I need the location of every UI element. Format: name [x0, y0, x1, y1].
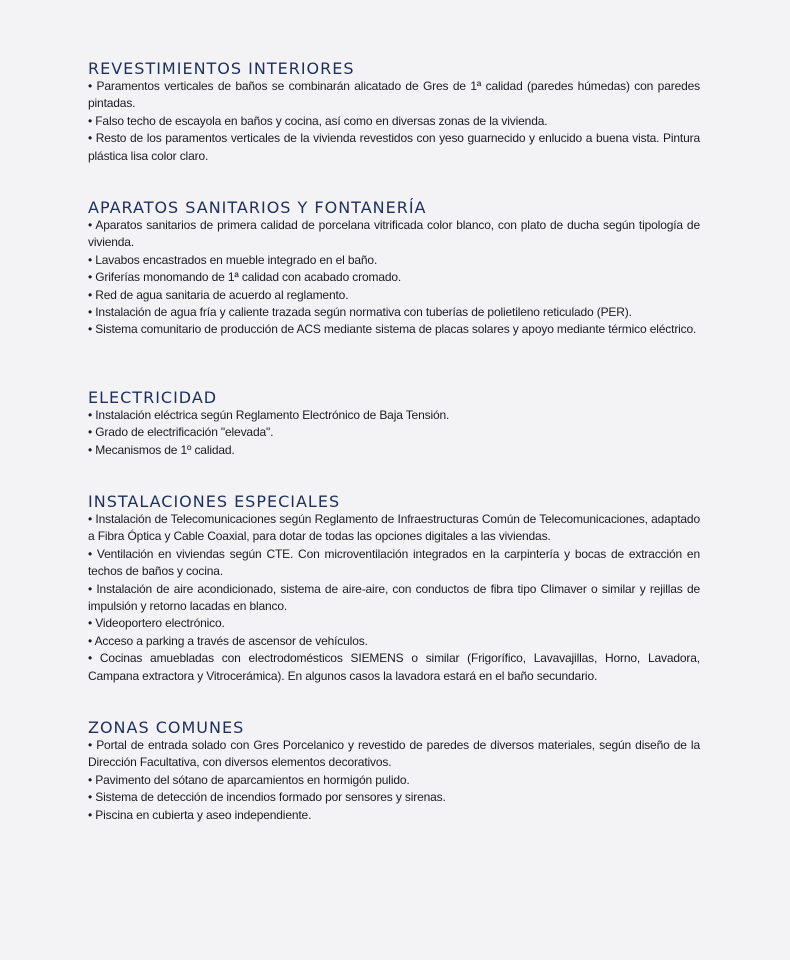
section-aparatos-sanitarios: [88, 199, 700, 339]
section-electricidad: [88, 389, 700, 459]
section-title: INSTALACIONES ESPECIALES: [88, 492, 341, 511]
section-zonas-comunes: [88, 719, 700, 824]
list-item: • Instalación de agua fría y caliente trazada según normativa con tuberías de polietileno reticulado (PER).: [88, 304, 700, 321]
section-item-list: [88, 78, 700, 165]
list-item: • Instalación de aire acondicionado, sistema de aire-aire, con conductos de fibra tipo Climaver o similar y rejillas de impulsión y retorno lacadas en blanco.: [88, 581, 700, 616]
list-item: • Instalación de Telecomunicaciones según Reglamento de Infraestructuras Común de Telecomunicaciones, adaptado a Fibra Óptica y Cable Coaxial, para dotar de todas las opciones digitales a las viviendas.: [88, 511, 700, 546]
section-title: ZONAS COMUNES: [88, 718, 245, 737]
section-title: ELECTRICIDAD: [88, 388, 218, 407]
list-item: • Pavimento del sótano de aparcamientos en hormigón pulido.: [88, 772, 700, 789]
section-title: APARATOS SANITARIOS Y FONTANERÍA: [88, 198, 427, 217]
list-item: • Instalación eléctrica según Reglamento Electrónico de Baja Tensión.: [88, 407, 700, 424]
section-instalaciones-especiales: [88, 493, 700, 685]
list-item: • Portal de entrada solado con Gres Porcelanico y revestido de paredes de diversos materiales, según diseño de la Dirección Facultativa, con diversos elementos decorativos.: [88, 737, 700, 772]
list-item: • Paramentos verticales de baños se combinarán alicatado de Gres de 1ª calidad (paredes húmedas) con paredes pintadas.: [88, 78, 700, 113]
list-item: • Resto de los paramentos verticales de la vivienda revestidos con yeso guarnecido y enlucido a buena vista. Pintura plástica lisa color claro.: [88, 130, 700, 165]
list-item: • Piscina en cubierta y aseo independiente.: [88, 807, 700, 824]
section-revestimientos-interiores: [88, 60, 700, 165]
section-title: REVESTIMIENTOS INTERIORES: [88, 59, 355, 78]
list-item: • Videoportero electrónico.: [88, 615, 700, 632]
list-item: • Sistema comunitario de producción de ACS mediante sistema de placas solares y apoyo mediante térmico eléctrico.: [88, 321, 700, 338]
list-item: • Acceso a parking a través de ascensor de vehículos.: [88, 633, 700, 650]
section-item-list: [88, 511, 700, 685]
list-item: • Lavabos encastrados en mueble integrado en el baño.: [88, 252, 700, 269]
list-item: • Grado de electrificación "elevada".: [88, 424, 700, 441]
section-item-list: [88, 217, 700, 339]
list-item: • Sistema de detección de incendios formado por sensores y sirenas.: [88, 789, 700, 806]
list-item: • Mecanismos de 1º calidad.: [88, 442, 700, 459]
section-item-list: [88, 407, 700, 459]
list-item: • Falso techo de escayola en baños y cocina, así como en diversas zonas de la vivienda.: [88, 113, 700, 130]
list-item: • Aparatos sanitarios de primera calidad de porcelana vitrificada color blanco, con plato de ducha según tipología de vivienda.: [88, 217, 700, 252]
list-item: • Griferías monomando de 1ª calidad con acabado cromado.: [88, 269, 700, 286]
section-item-list: [88, 737, 700, 824]
list-item: • Ventilación en viviendas según CTE. Con microventilación integrados en la carpintería y bocas de extracción en techos de baños y cocina.: [88, 546, 700, 581]
list-item: • Cocinas amuebladas con electrodomésticos SIEMENS o similar (Frigorífico, Lavavajillas, Horno, Lavadora, Campana extractora y Vitrocerámica). En algunos casos la lavadora estará en el baño secundario.: [88, 650, 700, 685]
list-item: • Red de agua sanitaria de acuerdo al reglamento.: [88, 287, 700, 304]
